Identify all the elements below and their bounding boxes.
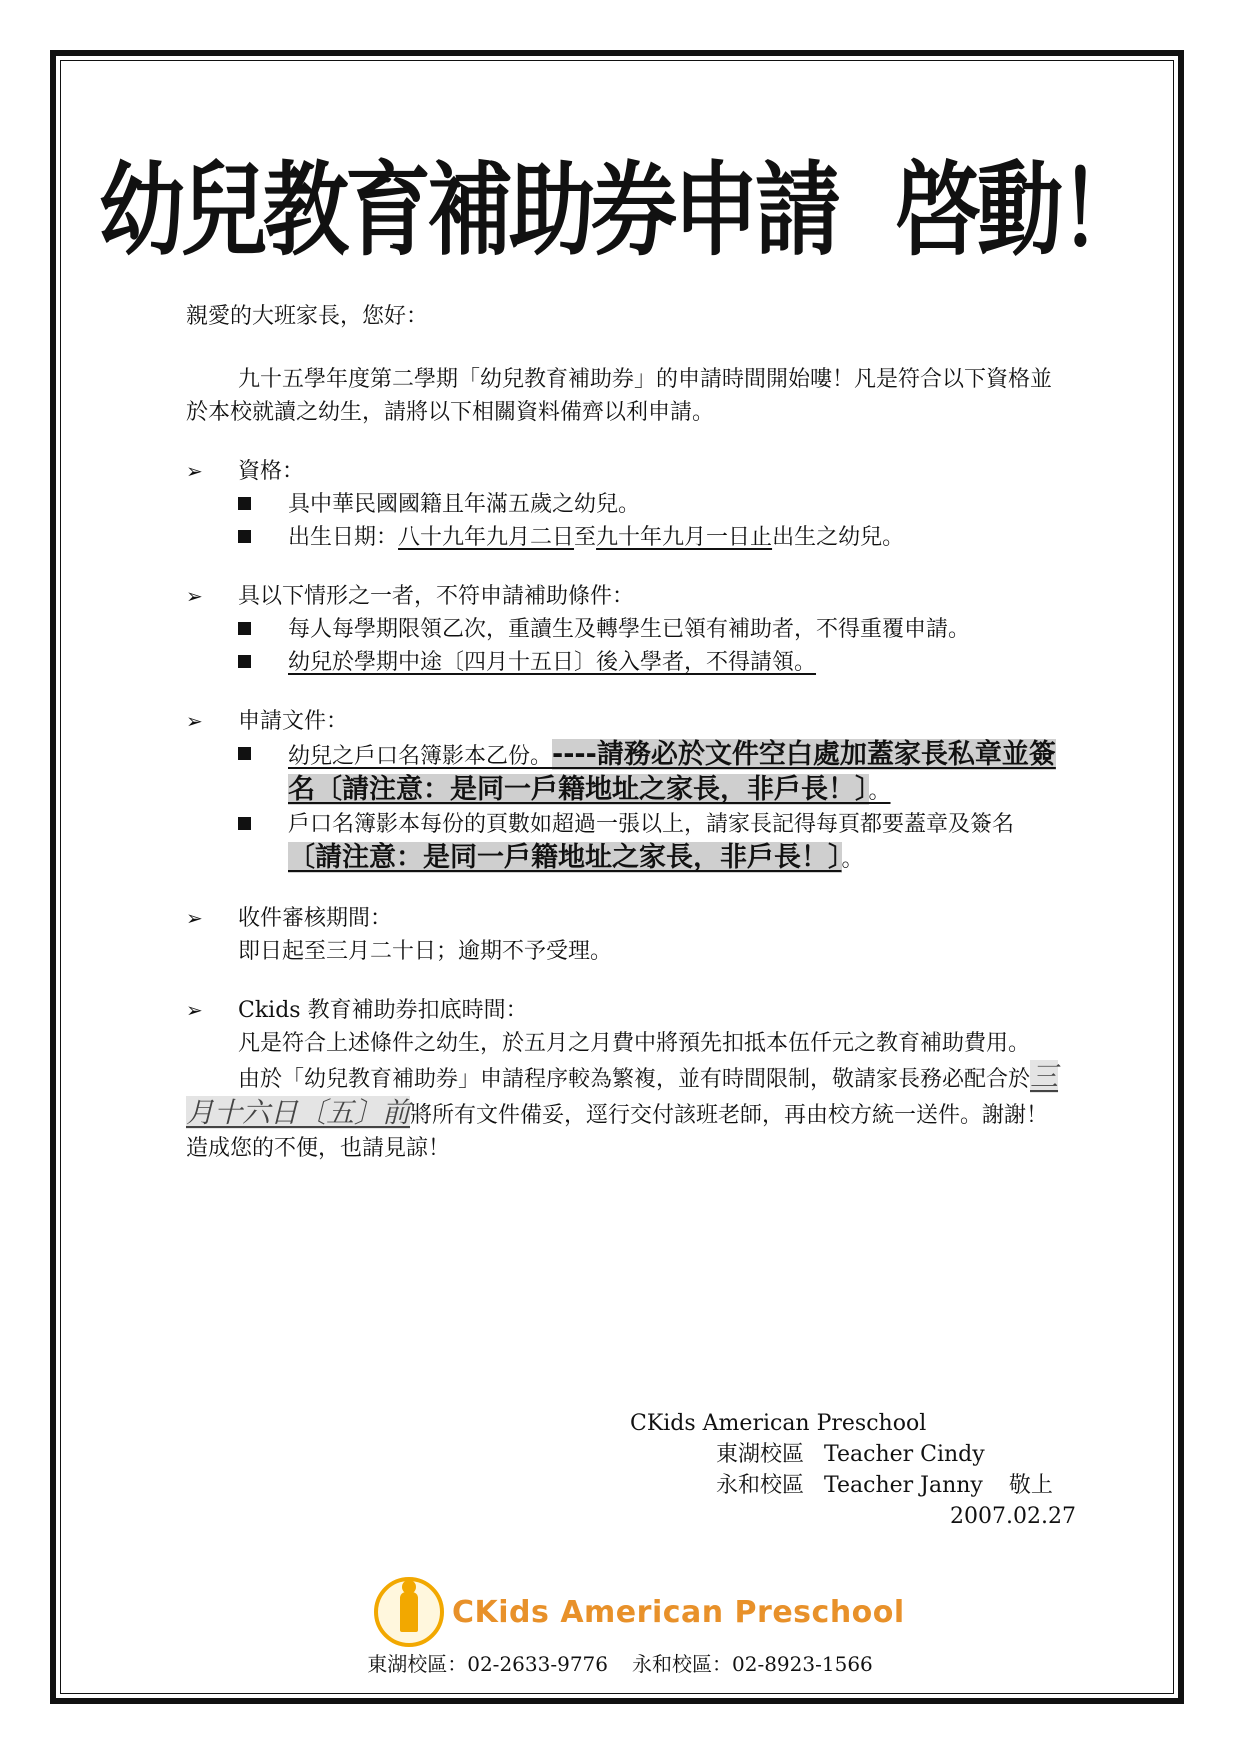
arrow-bullet-icon: ➢ — [186, 906, 203, 930]
square-bullet-icon — [238, 655, 251, 668]
list-item: 每人每學期限領乙次，重讀生及轉學生已領有補助者，不得重覆申請。 — [238, 613, 1066, 646]
section-heading: 資格： — [238, 459, 305, 484]
birth-date-end: 九十年九月一日止 — [596, 525, 773, 550]
section-heading: Ckids 教育補助券扣底時間： — [238, 998, 528, 1023]
square-bullet-icon — [238, 622, 251, 635]
list-item: 幼兒之戶口名簿影本乙份。----請務必於文件空白處加蓋家長私章並簽名〔請注意：是同一戶籍地址之家長，非戶長！〕。 — [238, 738, 1066, 808]
page-title — [0, 129, 1240, 275]
phone-yonghe: 02-8923-1566 — [732, 1652, 873, 1676]
highlight-warning: 〔請注意：是同一戶籍地址之家長，非戶長！〕 — [288, 842, 842, 873]
arrow-bullet-icon: ➢ — [186, 459, 203, 483]
square-bullet-icon — [238, 497, 251, 510]
signature-block: CKids American Preschool 東湖校區 Teacher Cindy 永和校區 Teacher Janny 敬上 2007.02.27 — [630, 1408, 1053, 1501]
section-text: 凡是符合上述條件之幼生，於五月之月費中將預先扣抵本伍仟元之教育補助費用。 — [238, 1031, 1031, 1056]
deadline-date: 三月十六日〔五〕前 — [186, 1060, 1059, 1129]
section-heading: 收件審核期間： — [238, 906, 393, 931]
intro-paragraph: 九十五學年度第二學期「幼兒教育補助券」的申請時間開始嘍！凡是符合以下資格並於本校就讀之幼生，請將以下相關資料備齊以利申請。 — [186, 367, 1053, 425]
greeting: 親愛的大班家長，您好： — [186, 304, 429, 329]
logo-emblem-icon — [374, 1577, 444, 1647]
section-text: 即日起至三月二十日；逾期不予受理。 — [238, 939, 613, 964]
list-item: 具中華民國國籍且年滿五歲之幼兒。 — [238, 488, 1066, 521]
list-item: 戶口名簿影本每份的頁數如超過一張以上，請家長記得每頁都要蓋章及簽名〔請注意：是同一戶籍地址之家長，非戶長！〕。 — [238, 808, 1066, 876]
section-heading: 具以下情形之一者，不符申請補助條件： — [238, 584, 635, 609]
section-heading: 申請文件： — [238, 709, 349, 734]
arrow-bullet-icon: ➢ — [186, 709, 203, 733]
list-item: 出生日期：八十九年九月二日至九十年九月一日止出生之幼兒。 — [238, 521, 1066, 554]
school-logo — [374, 1572, 905, 1652]
section-documents — [186, 705, 1066, 876]
square-bullet-icon — [238, 747, 251, 760]
section-deduction — [186, 994, 1066, 1060]
birth-date-start: 八十九年九月二日 — [398, 525, 575, 550]
signature-school: CKids American Preschool — [630, 1411, 927, 1436]
phone-donghu: 02-2633-9776 — [467, 1652, 608, 1676]
list-item: 幼兒於學期中途〔四月十五日〕後入學者，不得請領。 — [238, 646, 1066, 679]
letter-date: 2007.02.27 — [950, 1504, 1076, 1529]
section-eligibility — [186, 455, 1066, 554]
letter-body — [186, 300, 1066, 1165]
square-bullet-icon — [238, 817, 251, 830]
closing-paragraph: 由於「幼兒教育補助券」申請程序較為繁複，並有時間限制，敬請家長務必配合於三月十六日〔五〕前將所有文件備妥，逕行交付該班老師，再由校方統一送件。謝謝！造成您的不便，也請見諒！ — [186, 1060, 1059, 1161]
square-bullet-icon — [238, 530, 251, 543]
highlight-warning: ----請務必於文件空白處加蓋家長私章並簽名〔請注意：是同一戶籍地址之家長，非戶長！〕 — [288, 739, 1056, 805]
contact-footer: 東湖校區：02-2633-9776 永和校區：02-8923-1566 — [367, 1652, 873, 1676]
title-main: 幼兒教育補助券申請 — [99, 152, 837, 271]
title-launch: 啓動！ — [895, 152, 1141, 271]
logo-text: CKids American Preschool — [452, 1594, 905, 1630]
arrow-bullet-icon: ➢ — [186, 584, 203, 608]
arrow-bullet-icon: ➢ — [186, 998, 203, 1022]
section-review-period — [186, 902, 1066, 968]
section-ineligible — [186, 580, 1066, 679]
